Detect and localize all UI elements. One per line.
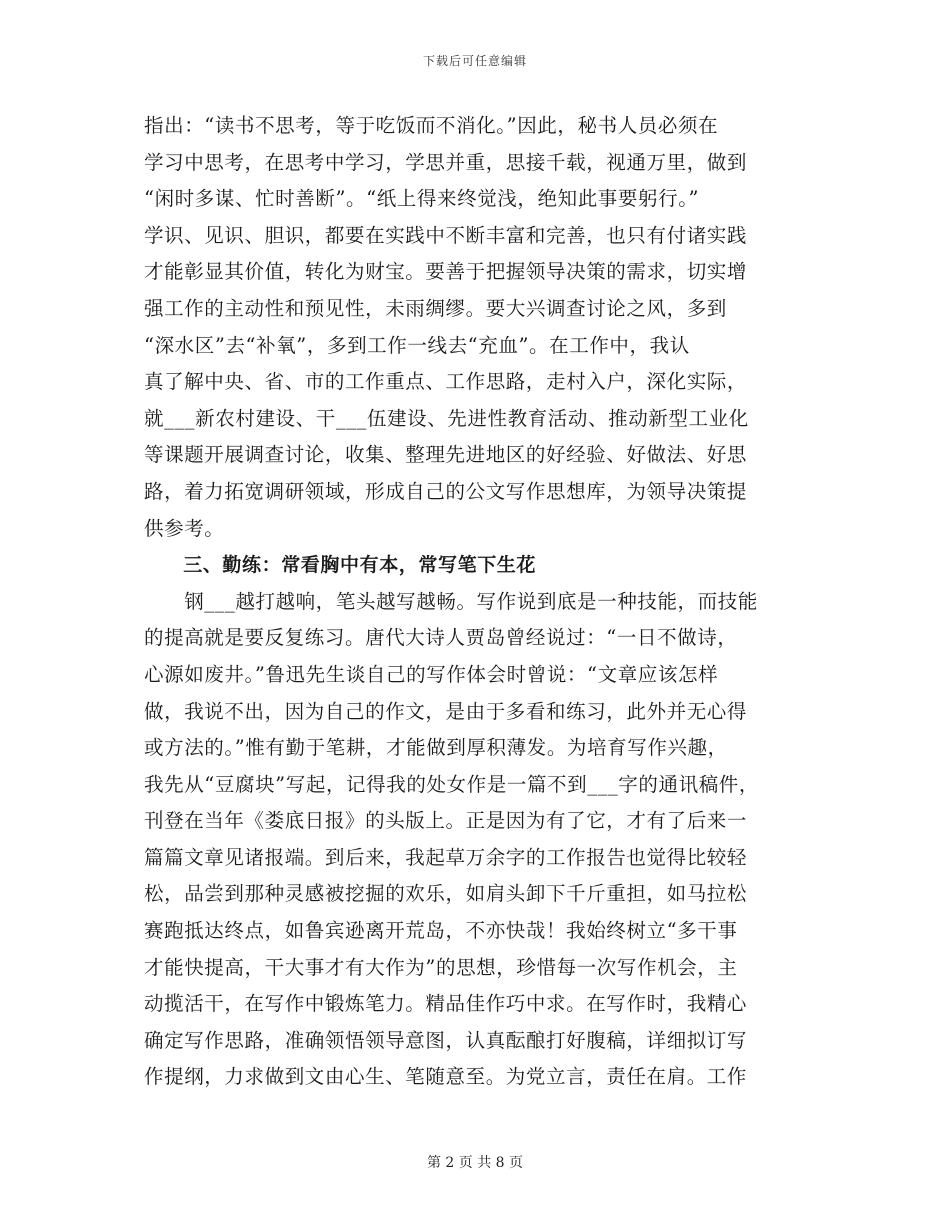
body-line: 刊登在当年《娄底日报》的头版上。正是因为有了它，才有了后来一 (144, 809, 748, 833)
body-line: 赛跑抵达终点，如鲁宾逊离开荒岛，不亦快哉！我始终树立“多干事 (144, 919, 738, 943)
body-line: 才能快提高，干大事才有大作为”的思想，珍惜每一次写作机会，主 (144, 955, 738, 979)
page-header: 下载后可任意编辑 (422, 54, 527, 68)
body-line: 强工作的主动性和预见性，未雨绸缪。要大兴调查讨论之风，多到 (144, 296, 727, 320)
document-body (144, 108, 824, 1096)
body-line: “闲时多谋、忙时善断”。“纸上得来终觉浅，绝知此事要躬行。” (144, 187, 700, 211)
body-line: 我先从“豆腐块”写起，记得我的处女作是一篇不到___字的通讯稿件， (144, 772, 759, 796)
body-line: 做，我说不出，因为自己的作文，是由于多看和练习，此外并无心得 (144, 699, 748, 723)
body-line: 指出：“读书不思考，等于吃饭而不消化。”因此，秘书人员必须在 (144, 114, 719, 137)
body-line: 的提高就是要反复练习。唐代大诗人贾岛曾经说过：“一日不做诗， (144, 626, 738, 650)
body-line: 或方法的。”惟有勤于笔耕，才能做到厚积薄发。为培育写作兴趣， (144, 736, 728, 760)
section-heading: 三、勤练：常看胸中有本，常写笔下生花 (144, 554, 537, 577)
body-line: 就___新农村建设、干___伍建设、先进性教育活动、推动新型工业化 (144, 406, 749, 430)
body-line: 心源如废井。”鲁迅先生谈自己的写作体会时曾说：“文章应该怎样 (144, 662, 719, 686)
body-line: “深水区”去“补氧”，多到工作一线去“充血”。在工作中，我认 (144, 333, 690, 357)
body-line: 学识、见识、胆识，都要在实践中不断丰富和完善，也只有付诸实践 (144, 223, 748, 247)
body-line: 松，品尝到那种灵感被挖掘的欢乐，如肩头卸下千斤重担，如马拉松 (144, 882, 748, 906)
body-line: 篇篇文章见诸报端。到后来，我起草万余字的工作报告也觉得比较轻 (144, 845, 748, 869)
body-line: 钢___越打越响，笔头越写越畅。写作说到底是一种技能，而技能 (144, 589, 758, 613)
body-line: 动揽活干，在写作中锻炼笔力。精品佳作巧中求。在写作时，我精心 (144, 992, 748, 1016)
body-line: 学习中思考，在思考中学习，学思并重，思接千载，视通万里，做到 (144, 150, 748, 174)
body-line: 路，着力拓宽调研领域，形成自己的公文写作思想库，为领导决策提 (144, 479, 748, 503)
body-line: 等课题开展调查讨论，收集、整理先进地区的好经验、好做法、好思 (144, 443, 748, 467)
body-line: 供参考。 (144, 516, 225, 540)
page-number: 第 2 页 共 8 页 (426, 1155, 524, 1171)
body-line: 确定写作思路，准确领悟领导意图，认真酝酿打好腹稿，详细拟订写 (144, 1028, 748, 1052)
body-line: 作提纲，力求做到文由心生、笔随意至。为党立言，责任在肩。工作 (144, 1065, 748, 1089)
body-line: 才能彰显其价值，转化为财宝。要善于把握领导决策的需求，切实增 (144, 260, 748, 284)
body-line: 真了解中央、省、市的工作重点、工作思路，走村入户，深化实际， (144, 370, 748, 394)
